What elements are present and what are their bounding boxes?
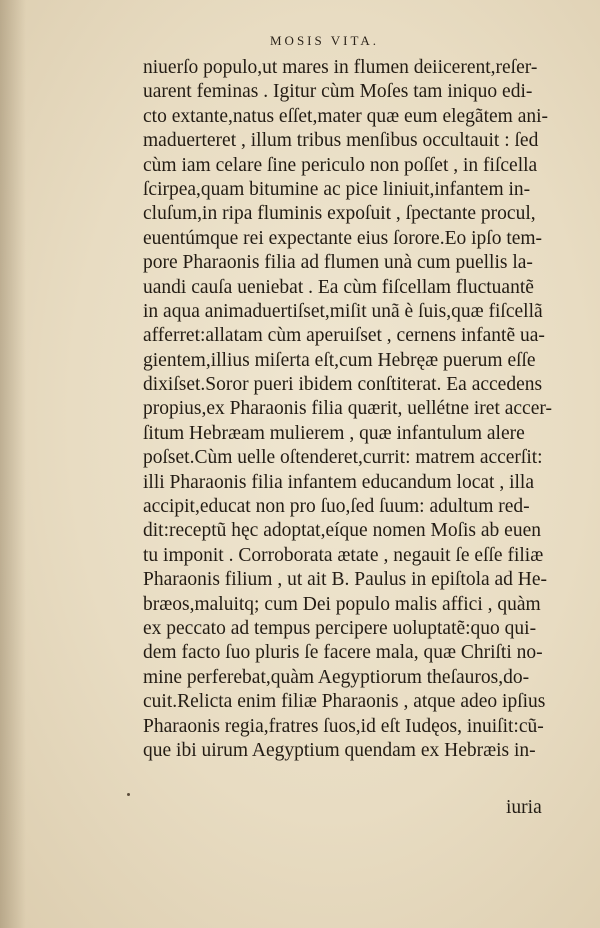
text-line: Pharaonis filium , ut ait B. Paulus in epiſtola ad He-	[143, 569, 548, 591]
text-line: ſitum Hebræam mulierem , quæ infantulum alere	[143, 422, 525, 444]
text-line: ſcirpea,quam bitumine ac pice liniuit,infantem in-	[143, 178, 531, 200]
text-line: in aqua animaduertiſset,miſit unã è ſuis,quæ fiſcellã	[143, 300, 543, 322]
text-line: euentúmque rei expectante eius ſorore.Eo ipſo tem-	[143, 227, 543, 249]
catchword: iuria	[506, 797, 542, 818]
text-line: dit:receptũ hęc adoptat,eíque nomen Moſis ab euen	[143, 520, 541, 542]
running-head: MOSIS VITA.	[270, 33, 380, 48]
text-line: que ibi uirum Aegyptium quendam ex Hebræis in-	[143, 739, 536, 761]
text-line: uandi cauſa ueniebat . Ea cùm fiſcellam fluctuantẽ	[143, 276, 534, 298]
text-line: niuerſo populo,ut mares in flumen deiicerent,reſer-	[143, 57, 538, 78]
text-line: maduerteret , illum tribus menſibus occultauit : ſed	[143, 130, 539, 152]
body-text	[143, 56, 568, 763]
text-line: ex peccato ad tempus percipere uoluptatẽ:quo qui-	[143, 617, 537, 639]
text-line: gientem,illius miſerta eſt,cum Hebręæ puerum eſſe	[143, 349, 536, 371]
text-line: afferret:allatam cùm aperuiſset , cernens infantẽ ua-	[143, 325, 545, 347]
gutter-shadow	[0, 0, 26, 928]
text-line: cto extante,natus eſſet,mater quæ eum elegãtem ani-	[143, 105, 549, 127]
text-line: uarent feminas . Igitur cùm Moſes tam iniquo edi-	[143, 81, 533, 103]
text-line: dixiſset.Soror pueri ibidem conſtiterat. Ea accedens	[143, 374, 543, 396]
text-line: cùm iam celare ſine periculo non poſſet , in fiſcella	[143, 154, 538, 176]
ink-speck	[127, 793, 130, 796]
text-line: pore Pharaonis filia ad flumen unà cum puellis la-	[143, 252, 533, 274]
text-line: dem facto ſuo pluris ſe facere mala, quæ Chriſti no-	[143, 642, 543, 664]
text-line: accipit,educat non pro ſuo,ſed ſuum: adultum red-	[143, 496, 530, 518]
text-line: tu imponit . Corroborata ætate , negauit ſe eſſe filiæ	[143, 544, 544, 566]
text-line: cuit.Relicta enim filiæ Pharaonis , atque adeo ipſius	[143, 691, 546, 713]
text-line: bræos,maluitq; cum Dei populo malis affici , quàm	[143, 593, 541, 615]
text-line: illi Pharaonis filia infantem educandum locat , illa	[143, 471, 534, 493]
text-line: mine perferebat,quàm Aegyptiorum theſauros,do-	[143, 666, 530, 688]
text-line: cluſum,in ripa fluminis expoſuit , ſpectante procul,	[143, 203, 536, 225]
text-line: Pharaonis regia,fratres ſuos,id eſt Iudęos, inuiſit:cũ-	[143, 715, 544, 737]
text-line: poſset.Cùm uelle oſtenderet,currit: matrem accerſit:	[143, 447, 543, 469]
text-line: propius,ex Pharaonis filia quærit, uellétne iret accer-	[143, 398, 552, 420]
